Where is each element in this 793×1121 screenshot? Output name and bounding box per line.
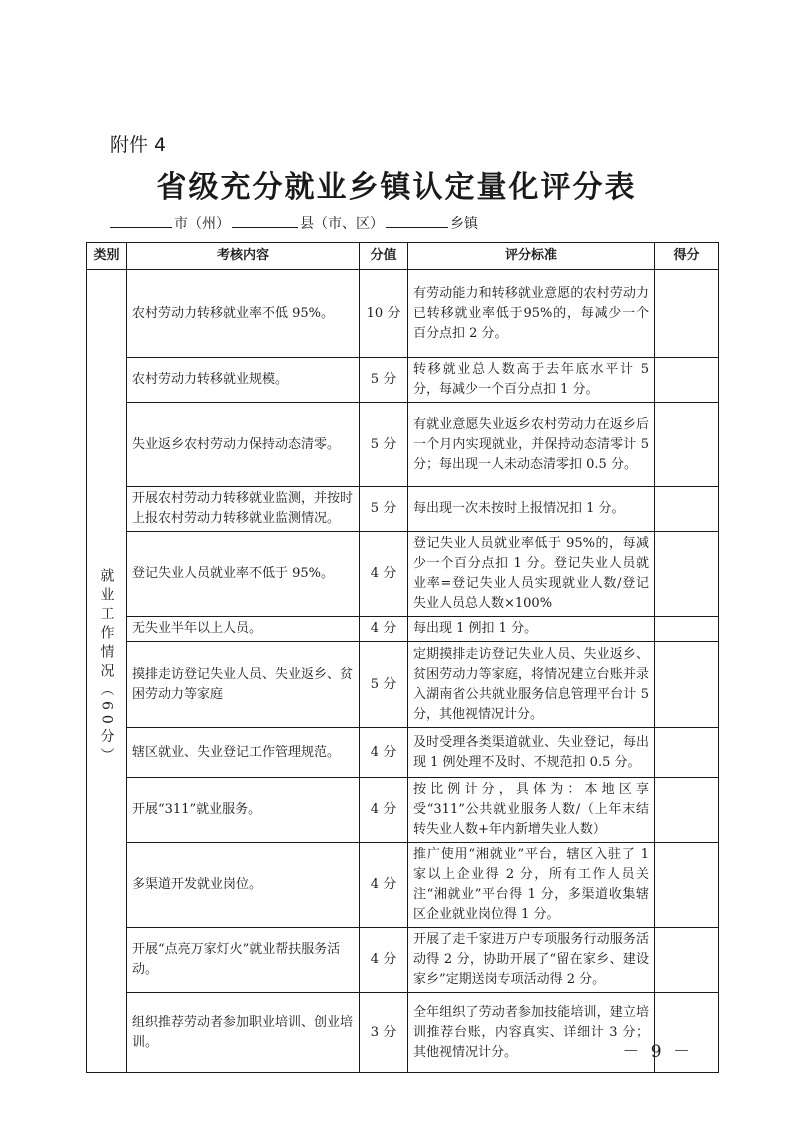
- row-points-cell[interactable]: [655, 728, 719, 778]
- table-row: [87, 728, 719, 778]
- row-score: 4 分: [360, 728, 408, 778]
- row-criteria: 有劳动能力和转移就业意愿的农村劳动力已转移就业率低于95%的，每减少一个百分点扣 2 分。: [408, 270, 655, 358]
- table-row: [87, 403, 719, 487]
- row-content: 开展“311”就业服务。: [127, 778, 360, 843]
- row-content: 农村劳动力转移就业率不低 95%。: [127, 270, 360, 358]
- row-score: 4 分: [360, 843, 408, 928]
- table-row: [87, 270, 719, 358]
- row-points-cell[interactable]: [655, 532, 719, 617]
- header-criteria: 评分标准: [408, 243, 655, 270]
- table-row: [87, 358, 719, 403]
- category-label: 就业工作情况（60分）: [98, 568, 115, 767]
- county-label: 县（市、区）: [300, 216, 384, 232]
- row-content: 登记失业人员就业率不低于 95%。: [127, 532, 360, 617]
- row-score: 5 分: [360, 403, 408, 487]
- row-content: 组织推荐劳动者参加职业培训、创业培训。: [127, 993, 360, 1073]
- row-content: 摸排走访登记失业人员、失业返乡、贫困劳动力等家庭: [127, 642, 360, 728]
- table-row: [87, 778, 719, 843]
- table-row: [87, 487, 719, 532]
- category-cell: [87, 270, 127, 1073]
- row-criteria: 按比例计分，具体为：本地区享受“311”公共就业服务人数/（上年末结转失业人数+年内新增失业人数）: [408, 778, 655, 843]
- row-score: 4 分: [360, 778, 408, 843]
- row-score: 4 分: [360, 617, 408, 642]
- row-points-cell[interactable]: [655, 843, 719, 928]
- row-content: 失业返乡农村劳动力保持动态清零。: [127, 403, 360, 487]
- row-score: 5 分: [360, 358, 408, 403]
- row-criteria: 全年组织了劳动者参加技能培训，建立培训推荐台账，内容真实、详细计 3 分；其他视情况计分。: [408, 993, 655, 1073]
- row-score: 3 分: [360, 993, 408, 1073]
- attachment-label: 附件 4: [110, 134, 167, 156]
- row-criteria: 定期摸排走访登记失业人员、失业返乡、贫困劳动力等家庭，将情况建立台账并录入湖南省公共就业服务信息管理平台计 5 分，其他视情况计分。: [408, 642, 655, 728]
- row-criteria: 开展了走千家进万户专项服务行动服务活动得 2 分，协助开展了“留在家乡、建设家乡”定期送岗专项活动得 2 分。: [408, 928, 655, 993]
- city-label: 市（州）: [174, 216, 230, 232]
- row-content: 开展“点亮万家灯火”就业帮扶服务活动。: [127, 928, 360, 993]
- row-criteria: 登记失业人员就业率低于 95%的，每减少一个百分点扣 1 分。登记失业人员就业率=登记失业人员实现就业人数/登记失业人员总人数×100%: [408, 532, 655, 617]
- scoring-table: [86, 242, 719, 1073]
- header-points: 得分: [655, 243, 719, 270]
- row-criteria: 每出现一次未按时上报情况扣 1 分。: [408, 487, 655, 532]
- row-criteria: 每出现 1 例扣 1 分。: [408, 617, 655, 642]
- table-row: [87, 617, 719, 642]
- row-criteria: 有就业意愿失业返乡农村劳动力在返乡后一个月内实现就业，并保持动态清零计 5 分；每出现一人未动态清零扣 0.5 分。: [408, 403, 655, 487]
- row-points-cell[interactable]: [655, 403, 719, 487]
- table-header-row: [87, 243, 719, 270]
- row-content: 辖区就业、失业登记工作管理规范。: [127, 728, 360, 778]
- header-content: 考核内容: [127, 243, 360, 270]
- row-criteria: 及时受理各类渠道就业、失业登记，每出现 1 例处理不及时、不规范扣 0.5 分。: [408, 728, 655, 778]
- table-row: [87, 843, 719, 928]
- row-score: 5 分: [360, 487, 408, 532]
- row-criteria: 推广使用“湘就业”平台，辖区入驻了 1 家以上企业得 2 分，所有工作人员关注“湘就业”平台得 1 分，多渠道收集辖区企业就业岗位得 1 分。: [408, 843, 655, 928]
- row-score: 5 分: [360, 642, 408, 728]
- page-title: 省级充分就业乡镇认定量化评分表: [156, 170, 637, 205]
- row-points-cell[interactable]: [655, 642, 719, 728]
- row-points-cell[interactable]: [655, 270, 719, 358]
- row-content: 无失业半年以上人员。: [127, 617, 360, 642]
- header-score: 分值: [360, 243, 408, 270]
- row-score: 4 分: [360, 928, 408, 993]
- row-points-cell[interactable]: [655, 617, 719, 642]
- location-fill-in: [108, 213, 478, 233]
- row-points-cell[interactable]: [655, 778, 719, 843]
- page-number: － 9 －: [622, 1042, 693, 1062]
- row-points-cell[interactable]: [655, 358, 719, 403]
- row-points-cell[interactable]: [655, 487, 719, 532]
- row-content: 多渠道开发就业岗位。: [127, 843, 360, 928]
- row-score: 10 分: [360, 270, 408, 358]
- town-label: 乡镇: [450, 216, 478, 232]
- town-blank[interactable]: [386, 213, 448, 228]
- header-category: 类别: [87, 243, 127, 270]
- table-row: [87, 532, 719, 617]
- row-criteria: 转移就业总人数高于去年底水平计 5 分，每减少一个百分点扣 1 分。: [408, 358, 655, 403]
- row-score: 4 分: [360, 532, 408, 617]
- table-row: [87, 928, 719, 993]
- row-points-cell[interactable]: [655, 928, 719, 993]
- county-blank[interactable]: [232, 213, 298, 228]
- row-content: 开展农村劳动力转移就业监测，并按时上报农村劳动力转移就业监测情况。: [127, 487, 360, 532]
- city-blank[interactable]: [110, 213, 172, 228]
- row-content: 农村劳动力转移就业规模。: [127, 358, 360, 403]
- table-row: [87, 642, 719, 728]
